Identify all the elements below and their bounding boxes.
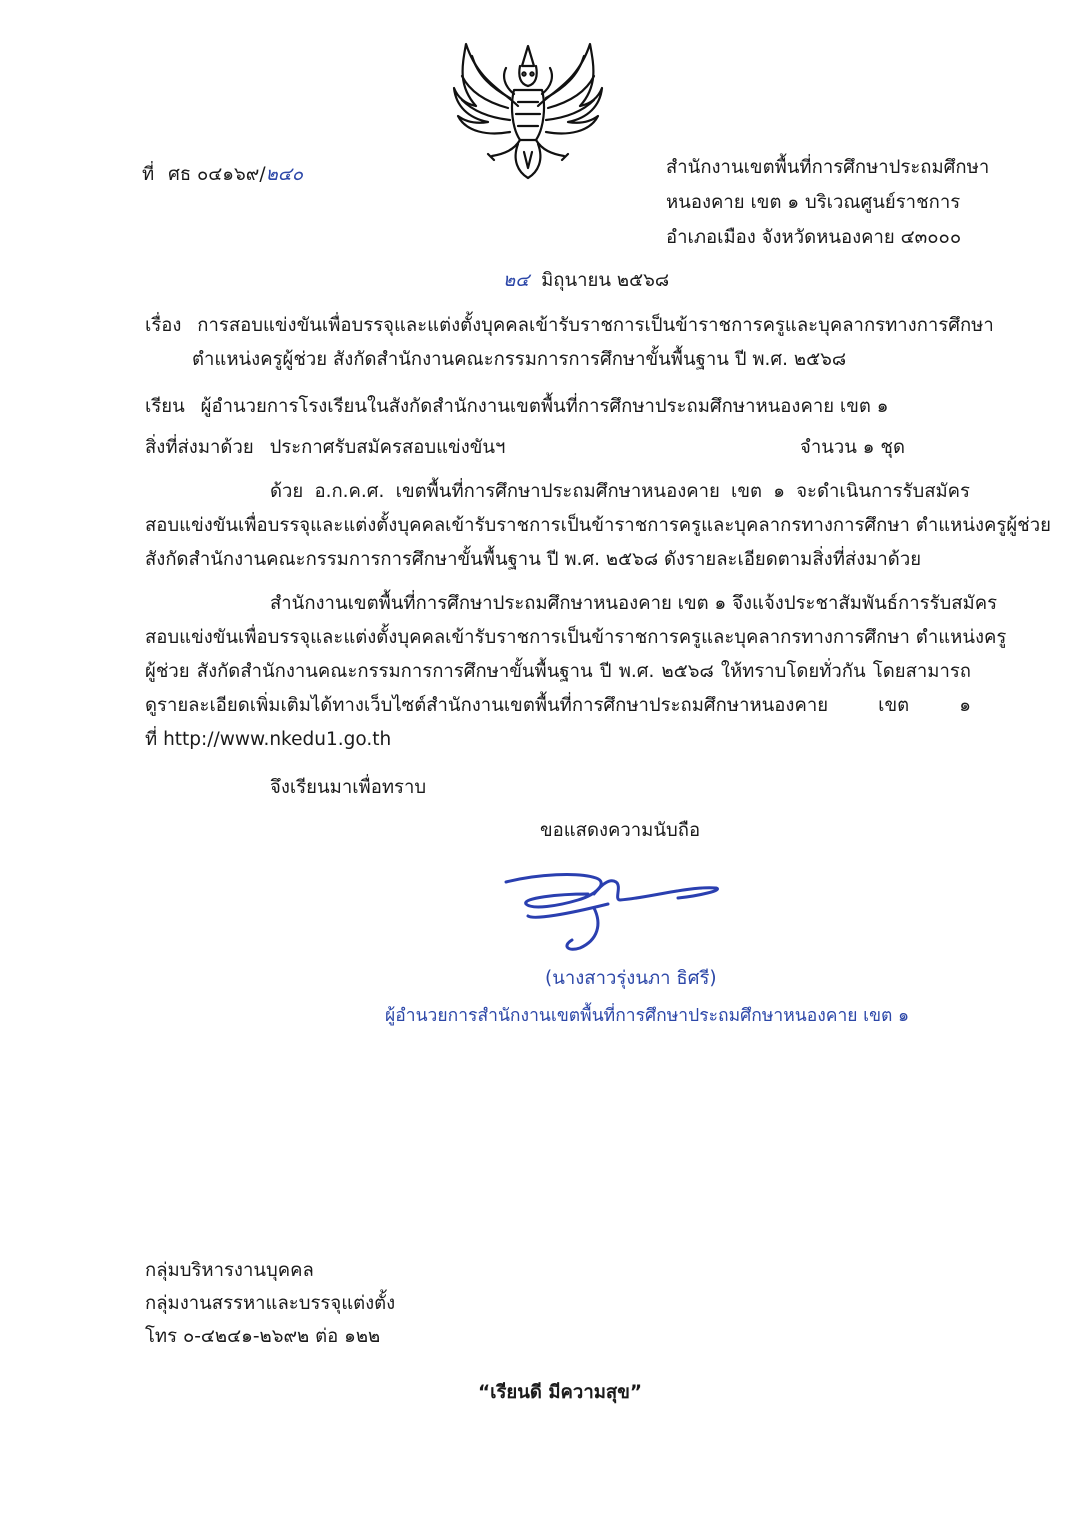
subject-line-2: ตำแหน่งครูผู้ช่วย สังกัดสำนักงานคณะกรรมการการศึกษาขั้นพื้นฐาน ปี พ.ศ. ๒๕๖๘ — [192, 349, 847, 370]
recipient-text: ผู้อำนวยการโรงเรียนในสังกัดสำนักงานเขตพื้นที่การศึกษาประถมศึกษาหนองคาย เขต ๑ — [200, 396, 889, 417]
paragraph-2-line-2: สอบแข่งขันเพื่อบรรจุและแต่งตั้งบุคคลเข้ารับราชการเป็นข้าราชการครูและบุคลากรทางการศึกษา ตำแหน่งครู — [145, 627, 1007, 648]
handwritten-signature-icon — [498, 864, 730, 956]
footer-phone: โทร ๐-๔๒๔๑-๒๖๙๒ ต่อ ๑๒๒ — [145, 1326, 381, 1347]
footer-department: กลุ่มบริหารงานบุคคล — [145, 1260, 314, 1281]
agency-address-line-1: สำนักงานเขตพื้นที่การศึกษาประถมศึกษา — [666, 157, 990, 178]
enclosure-quantity: จำนวน ๑ ชุด — [800, 437, 905, 458]
subject-label: เรื่อง — [145, 315, 182, 336]
garuda-emblem-icon — [448, 36, 608, 186]
enclosure-label: สิ่งที่ส่งมาด้วย — [145, 437, 254, 458]
date-month-year: มิถุนายน ๒๕๖๘ — [541, 270, 670, 291]
recipient-row — [145, 396, 889, 418]
letter-date — [503, 270, 669, 292]
subject-line-1: การสอบแข่งขันเพื่อบรรจุและแต่งตั้งบุคคลเข้ารับราชการเป็นข้าราชการครูและบุคลากรทางการศึกษา — [197, 315, 994, 336]
reference-label: ที่ — [142, 164, 155, 185]
regards-text: ขอแสดงความนับถือ — [540, 820, 701, 841]
subject-row — [145, 315, 994, 337]
reference-number-handwritten: ๒๔๐ — [265, 164, 304, 185]
slogan: “เรียนดี มีความสุข” — [478, 1382, 642, 1403]
paragraph-2-line-1: สำนักงานเขตพื้นที่การศึกษาประถมศึกษาหนองคาย เขต ๑ จึงแจ้งประชาสัมพันธ์การรับสมัคร — [270, 593, 998, 614]
reference-prefix: ศธ ๐๔๑๖๙/ — [168, 164, 266, 185]
paragraph-1-line-2: สอบแข่งขันเพื่อบรรจุและแต่งตั้งบุคคลเข้ารับราชการเป็นข้าราชการครูและบุคลากรทางการศึกษา ตำแหน่งครูผู้ช่วย — [145, 515, 1051, 536]
enclosure-row — [145, 437, 505, 459]
agency-address-line-3: อำเภอเมือง จังหวัดหนองคาย ๔๓๐๐๐ — [666, 227, 962, 248]
agency-address-line-2: หนองคาย เขต ๑ บริเวณศูนย์ราชการ — [666, 192, 961, 213]
footer-division: กลุ่มงานสรรหาและบรรจุแต่งตั้ง — [145, 1293, 396, 1314]
recipient-label: เรียน — [145, 396, 185, 417]
date-day-handwritten: ๒๔ — [503, 270, 530, 291]
paragraph-1-line-1: ด้วย อ.ก.ค.ศ. เขตพื้นที่การศึกษาประถมศึกษาหนองคาย เขต ๑ จะดำเนินการรับสมัคร — [270, 481, 970, 502]
signer-position: ผู้อำนวยการสำนักงานเขตพื้นที่การศึกษาประถมศึกษาหนองคาย เขต ๑ — [385, 1006, 910, 1026]
paragraph-2-line-5: ที่ http://www.nkedu1.go.th — [145, 729, 392, 750]
enclosure-text: ประกาศรับสมัครสอบแข่งขันฯ — [269, 437, 506, 458]
signer-name: (นางสาวรุ่งนภา ธิศรี) — [545, 968, 717, 989]
paragraph-2-line-3: ผู้ช่วย สังกัดสำนักงานคณะกรรมการการศึกษาขั้นพื้นฐาน ปี พ.ศ. ๒๕๖๘ ให้ทราบโดยทั่วกัน โดยสามารถ — [145, 661, 971, 682]
closing-text: จึงเรียนมาเพื่อทราบ — [270, 777, 427, 798]
paragraph-2-line-4: ดูรายละเอียดเพิ่มเติมได้ทางเว็บไซต์สำนักงานเขตพื้นที่การศึกษาประถมศึกษาหนองคาย เขต ๑ — [145, 695, 971, 716]
paragraph-1-line-3: สังกัดสำนักงานคณะกรรมการการศึกษาขั้นพื้นฐาน ปี พ.ศ. ๒๕๖๘ ดังรายละเอียดตามสิ่งที่ส่งมาด้วย — [145, 549, 922, 570]
reference-number — [142, 164, 303, 186]
